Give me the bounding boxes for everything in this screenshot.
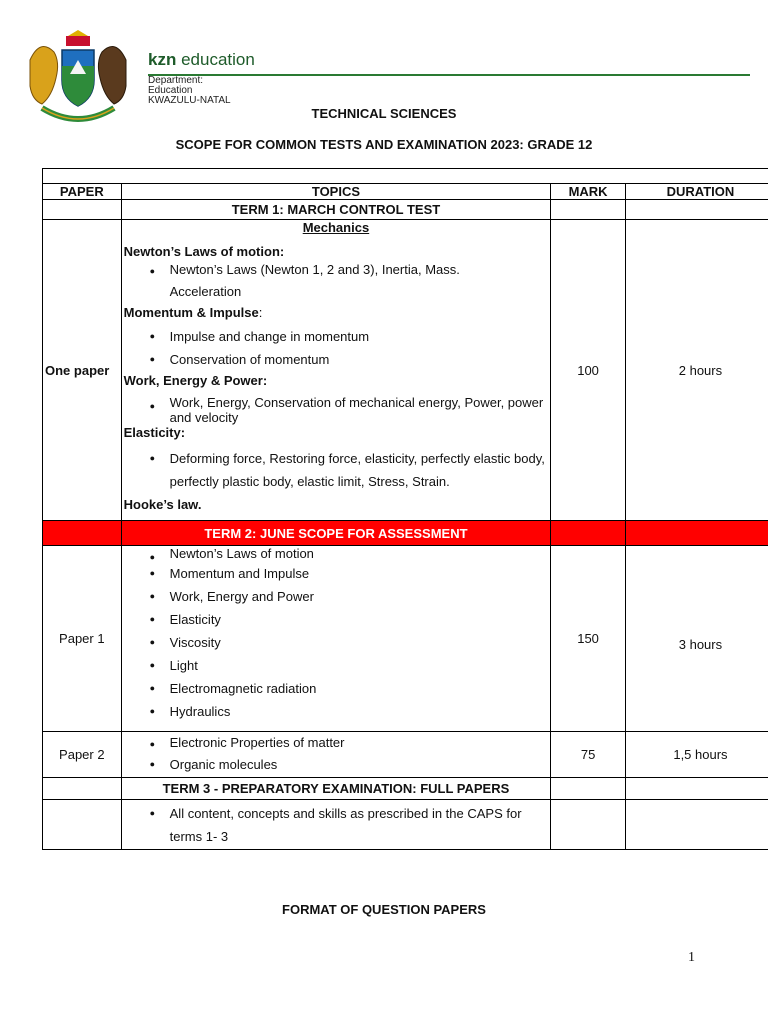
mechanics-heading: Mechanics — [302, 220, 370, 235]
paper1-label: Paper 1 — [43, 546, 122, 732]
paper2-topics — [121, 732, 551, 778]
term1-topics — [121, 220, 551, 521]
term1-row — [43, 220, 768, 521]
paper1-mark: 150 — [551, 546, 626, 732]
newton-list — [124, 260, 549, 303]
term1-heading-row — [43, 200, 768, 220]
list-item: ● Hydraulics — [150, 700, 549, 723]
list-item: ● Viscosity — [150, 631, 549, 654]
momentum-heading — [124, 305, 549, 321]
paper1-list — [124, 546, 549, 723]
term3-row — [43, 800, 768, 850]
hooke-law: Hooke’s law. — [123, 497, 202, 512]
list-item: ● Impulse and change in momentum — [150, 325, 549, 348]
page-number: 1 — [688, 950, 695, 965]
dept-line-3: KWAZULU-NATAL — [148, 95, 231, 106]
list-item: ● Electromagnetic radiation — [150, 677, 549, 700]
momentum-list — [124, 325, 549, 371]
term2-heading-row — [43, 521, 768, 546]
list-item: ● Elasticity — [150, 608, 549, 631]
work-list — [124, 395, 549, 425]
list-item-continued: Acceleration — [169, 284, 242, 299]
newton-heading: Newton’s Laws of motion: — [123, 244, 285, 259]
term3-list — [124, 802, 549, 848]
list-item: ● Work, Energy and Power — [150, 585, 549, 608]
elasticity-list — [124, 447, 549, 493]
scope-table — [42, 168, 768, 850]
momentum-colon: : — [258, 305, 263, 320]
table-spacer-row — [43, 169, 768, 184]
list-item: ● Momentum and Impulse — [150, 562, 549, 585]
header-duration: DURATION — [625, 184, 768, 200]
brand-name — [148, 50, 255, 70]
paper2-list — [124, 733, 549, 776]
paper1-topics — [121, 546, 551, 732]
table-header-row — [43, 184, 768, 200]
header-rule — [148, 74, 750, 76]
term3-topics — [121, 800, 551, 850]
dept-line-1: Department: — [148, 75, 204, 86]
department-lines — [148, 76, 231, 106]
dept-line-2: Education — [148, 85, 193, 96]
term1-duration: 2 hours — [625, 220, 768, 521]
term1-paper: One paper — [43, 220, 122, 521]
scope-title: SCOPE FOR COMMON TESTS AND EXAMINATION 2023: GRADE 12 — [175, 137, 593, 152]
list-item: ● Organic molecules — [150, 753, 549, 776]
list-item: ● Deforming force, Restoring force, elasticity, perfectly elastic body, perfectly plastic body, elastic limit, Stress, Strain. — [150, 447, 549, 493]
header-mark: MARK — [551, 184, 626, 200]
format-heading: FORMAT OF QUESTION PAPERS — [282, 902, 486, 917]
term1-mark: 100 — [551, 220, 626, 521]
list-item — [150, 280, 549, 303]
paper2-duration: 1,5 hours — [625, 732, 768, 778]
term2-paper2-row — [43, 732, 768, 778]
term3-heading: TERM 3 - PREPARATORY EXAMINATION: FULL PAPERS — [121, 778, 551, 800]
work-heading: Work, Energy & Power: — [123, 373, 268, 388]
list-item: ● Work, Energy, Conservation of mechanical energy, Power, power and velocity — [150, 395, 549, 425]
momentum-heading-text: Momentum & Impulse — [123, 305, 259, 320]
paper1-duration: 3 hours — [625, 546, 768, 732]
term3-heading-row — [43, 778, 768, 800]
elasticity-heading: Elasticity: — [123, 425, 186, 440]
list-item: ● Newton’s Laws of motion — [150, 546, 549, 562]
paper2-label: Paper 2 — [43, 732, 122, 778]
list-item: ● All content, concepts and skills as prescribed in the CAPS for terms 1- 3 — [150, 802, 549, 848]
term1-heading: TERM 1: MARCH CONTROL TEST — [121, 200, 551, 220]
list-item: ● Light — [150, 654, 549, 677]
term2-paper1-row — [43, 546, 768, 732]
subject-title: TECHNICAL SCIENCES — [311, 106, 457, 121]
list-item: ● Conservation of momentum — [150, 348, 549, 371]
term2-heading: TERM 2: JUNE SCOPE FOR ASSESSMENT — [121, 521, 551, 546]
list-item: ● Newton’s Laws (Newton 1, 2 and 3), Inertia, Mass. — [150, 260, 549, 280]
header-paper: PAPER — [43, 184, 122, 200]
header-topics: TOPICS — [121, 184, 551, 200]
brand-kzn: kzn — [148, 50, 177, 69]
paper2-mark: 75 — [551, 732, 626, 778]
brand-education: education — [181, 50, 255, 69]
list-item: ● Electronic Properties of matter — [150, 733, 549, 753]
